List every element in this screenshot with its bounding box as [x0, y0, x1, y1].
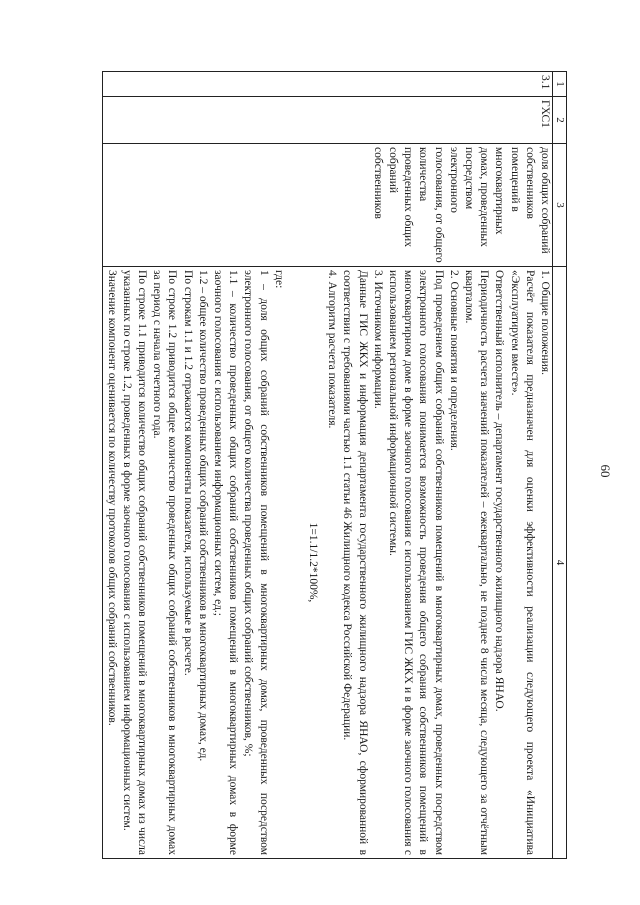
header-col-3: 3: [553, 144, 567, 267]
where-line: 1 – доля общих собраний собственников помещений в многоквартирных домах, проведенных посредством электронного голосования, от общего количества проведенных общих собраний собственников, %;: [242, 270, 270, 855]
where-line: По строке 1.2 приводится общее количество проведенных общих собраний собственников в многоквартирных домах за период с начала отчетного года.: [151, 270, 179, 855]
where-line: 1.1 – количество проведенных общих собраний собственников помещений в многоквартирных домах в форме заочного голосования с использованием информационных систем, ед.;: [211, 270, 240, 855]
rotated-page-content: [105, 71, 567, 858]
method-line: Данные ГИС ЖКХ и информация департамента государственного жилищного надзора ЯНАО, сформированной в соответствии с требованиями частью 1.1 статьи 46 Жилищного кодекса Российской Федерации.: [341, 270, 369, 855]
methodology-table: [102, 71, 567, 859]
method-line: Под проведением общих собраний собственников помещений в многоквартирных домах, проведенных посредством электронного голосования понимается возможность проведения общего собрания собственников помещений в многоквартирном доме в форме заочного голосования с использованием ГИС ЖКХ и в форме заочного голосования с использованием региональной информационной системы.: [386, 270, 445, 855]
where-line: где:: [272, 270, 285, 289]
method-line: 3. Источником информации.: [371, 270, 384, 409]
table-row: [103, 72, 553, 859]
method-line: Ответственный исполнитель – департамент государственного жилищного надзора ЯНАО.: [493, 270, 506, 712]
page-number: 60: [598, 464, 613, 478]
table-header-row: [553, 72, 567, 859]
method-line: 4. Алгоритм расчета показателя.: [326, 270, 339, 429]
row-number: 3.1: [103, 72, 553, 97]
header-col-1: 1: [553, 72, 567, 97]
header-col-2: 2: [553, 97, 567, 144]
header-col-4: 4: [553, 267, 567, 859]
where-line: По строке 1.1 приводится количество общих собраний собственников помещений в многоквартирных домах из числа указанных по строке 1.2, проведенных в форме заочного голосования с использованием информационных систем.: [120, 270, 148, 855]
indicator-code: ГХС1: [103, 97, 553, 144]
method-line: 1. Общие положения.: [539, 270, 551, 375]
where-line: По строкам 1.1 и 1.2 отражаются компоненты показателя, используемые в расчете.: [181, 270, 194, 676]
method-line: Периодичность расчета значений показателей – ежеквартально, не позднее 8 числа месяца, следующего за отчётным кварталом.: [462, 270, 491, 855]
where-line: 1.2 – общее количество проведенных общих собраний собственников в многоквартирных домах, ед.: [196, 270, 209, 762]
where-line: Значение компонент оценивается по количеству протоколов общих собраний собственников.: [105, 270, 118, 726]
spacer: [286, 270, 301, 855]
indicator-name: доля общих собраний собственников помещений в многоквартирных домах, проведенных посредством электронного голосования, от общего количества проведенных общих собраний собственников: [103, 144, 553, 267]
calculation-method: [103, 267, 553, 859]
method-line: Расчёт показателя предназначен для оценки эффективности реализации следующего проекта «Инициатива «Эксплуатируем вместе».: [508, 270, 536, 855]
method-line: 2. Основные понятия и определения.: [447, 270, 460, 451]
formula: 1=1.1/1.2*100%,: [306, 522, 319, 603]
